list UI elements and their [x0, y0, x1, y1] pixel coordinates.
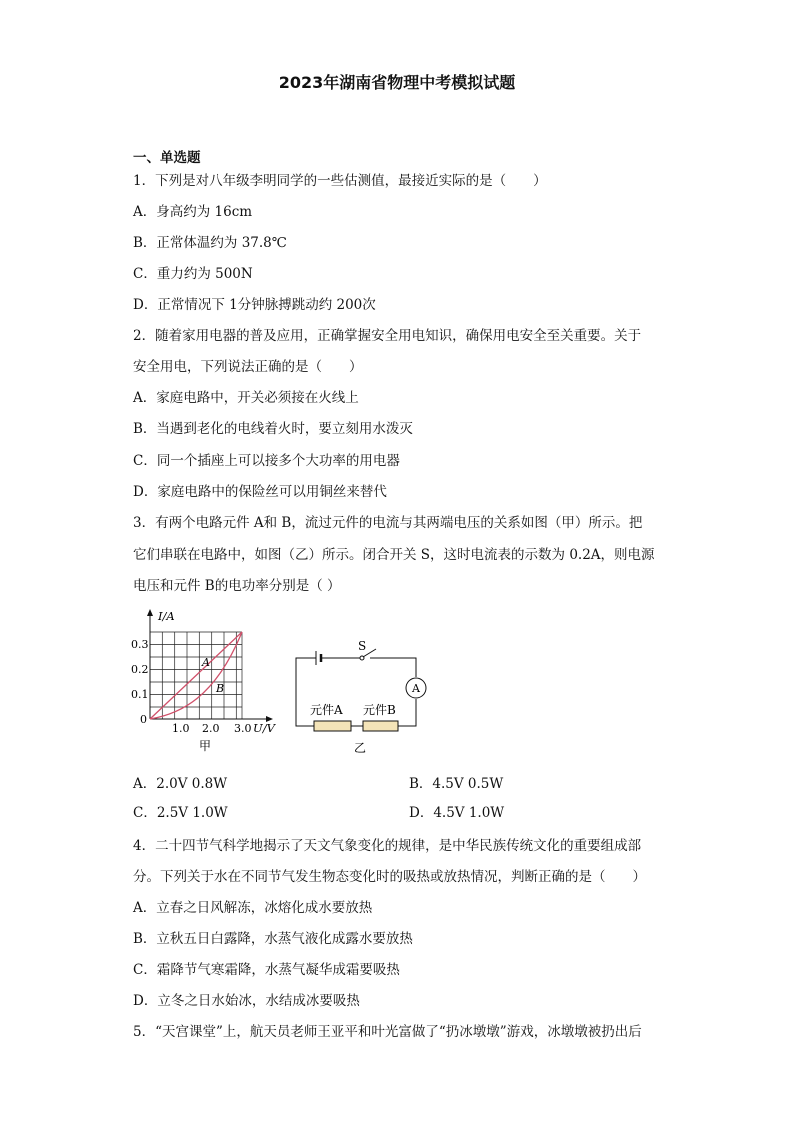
- q2-option-d: D．家庭电路中的保险丝可以用铜丝来替代: [133, 484, 387, 500]
- component-a-label: 元件A: [310, 703, 343, 717]
- curve-b-label: B: [216, 682, 225, 695]
- ammeter-label: A: [412, 682, 420, 695]
- document-title: 2023年湖南省物理中考模拟试题: [278, 73, 516, 92]
- graph-xtick-1: 1.0: [172, 722, 190, 735]
- circuit-caption: 乙: [354, 741, 367, 755]
- graph-caption: 甲: [199, 739, 212, 753]
- q3-stem-line1: 3．有两个电路元件 A和 B，流过元件的电流与其两端电压的关系如图（甲）所示。把: [133, 515, 643, 531]
- graph-ytick-0-3: 0.3: [131, 638, 149, 651]
- section-heading: 一、单选题: [133, 150, 201, 166]
- q2-option-c: C．同一个插座上可以接多个大功率的用电器: [133, 453, 400, 469]
- q4-option-c: C．霜降节气寒霜降，水蒸气凝华成霜要吸热: [133, 962, 400, 978]
- q4-option-b: B．立秋五日白露降，水蒸气液化成露水要放热: [133, 931, 413, 947]
- graph-ylabel: I/A: [158, 609, 175, 623]
- q2-stem-line2: 安全用电，下列说法正确的是（ ）: [133, 359, 363, 375]
- q2-stem-line1: 2．随着家用电器的普及应用，正确掌握安全用电知识，确保用电安全至关重要。关于: [133, 328, 642, 344]
- q3-option-b: B．4.5V 0.5W: [409, 776, 504, 792]
- graph-ytick-0-2: 0.2: [131, 663, 149, 676]
- graph-xtick-2: 2.0: [202, 722, 220, 735]
- q4-option-a: A．立春之日风解冻，冰熔化成水要放热: [133, 900, 373, 916]
- q1-option-d: D．正常情况下 1分钟脉搏跳动约 200次: [133, 297, 376, 313]
- q3-option-c: C．2.5V 1.0W: [133, 805, 228, 821]
- curve-a: [150, 632, 242, 719]
- graph-xlabel: U/V: [253, 721, 275, 735]
- q3-figure: [120, 606, 440, 758]
- q5-stem-line1: 5．“天宫课堂”上，航天员老师王亚平和叶光富做了“扔冰墩墩”游戏，冰墩墩被扔出后: [133, 1024, 642, 1040]
- q3-option-d: D．4.5V 1.0W: [409, 805, 505, 821]
- component-a: [314, 721, 351, 731]
- q2-option-a: A．家庭电路中，开关必须接在火线上: [133, 390, 359, 406]
- q4-stem-line2: 分。下列关于水在不同节气发生物态变化时的吸热或放热情况，判断正确的是（ ）: [133, 869, 646, 885]
- q1-option-c: C．重力约为 500N: [133, 266, 253, 282]
- q4-stem-line1: 4．二十四节气科学地揭示了天文气象变化的规律，是中华民族传统文化的重要组成部: [133, 838, 642, 854]
- q2-option-b: B．当遇到老化的电线着火时，要立刻用水泼灭: [133, 421, 413, 437]
- curve-a-label: A: [202, 656, 210, 669]
- graph-origin: 0: [140, 713, 147, 726]
- switch-label: S: [358, 639, 367, 653]
- q3-stem-line3: 电压和元件 B的电功率分别是（ ）: [133, 578, 341, 594]
- q1-stem: 1．下列是对八年级李明同学的一些估测值，最接近实际的是（ ）: [133, 173, 547, 189]
- battery-icon: [316, 651, 321, 665]
- graph-ytick-0-1: 0.1: [131, 688, 149, 701]
- component-b-label: 元件B: [363, 703, 396, 717]
- q3-stem-line2: 它们串联在电路中，如图（乙）所示。闭合开关 S，这时电流表的示数为 0.2A，则电源: [133, 547, 655, 563]
- y-axis-arrow-icon: [147, 609, 153, 616]
- q4-option-d: D．立冬之日水始冰，水结成冰要吸热: [133, 993, 360, 1009]
- graph-xtick-3: 3.0: [234, 722, 252, 735]
- q1-option-a: A．身高约为 16cm: [133, 204, 253, 220]
- component-b: [363, 721, 398, 731]
- q1-option-b: B．正常体温约为 37.8℃: [133, 235, 287, 251]
- q3-option-a: A．2.0V 0.8W: [133, 776, 228, 792]
